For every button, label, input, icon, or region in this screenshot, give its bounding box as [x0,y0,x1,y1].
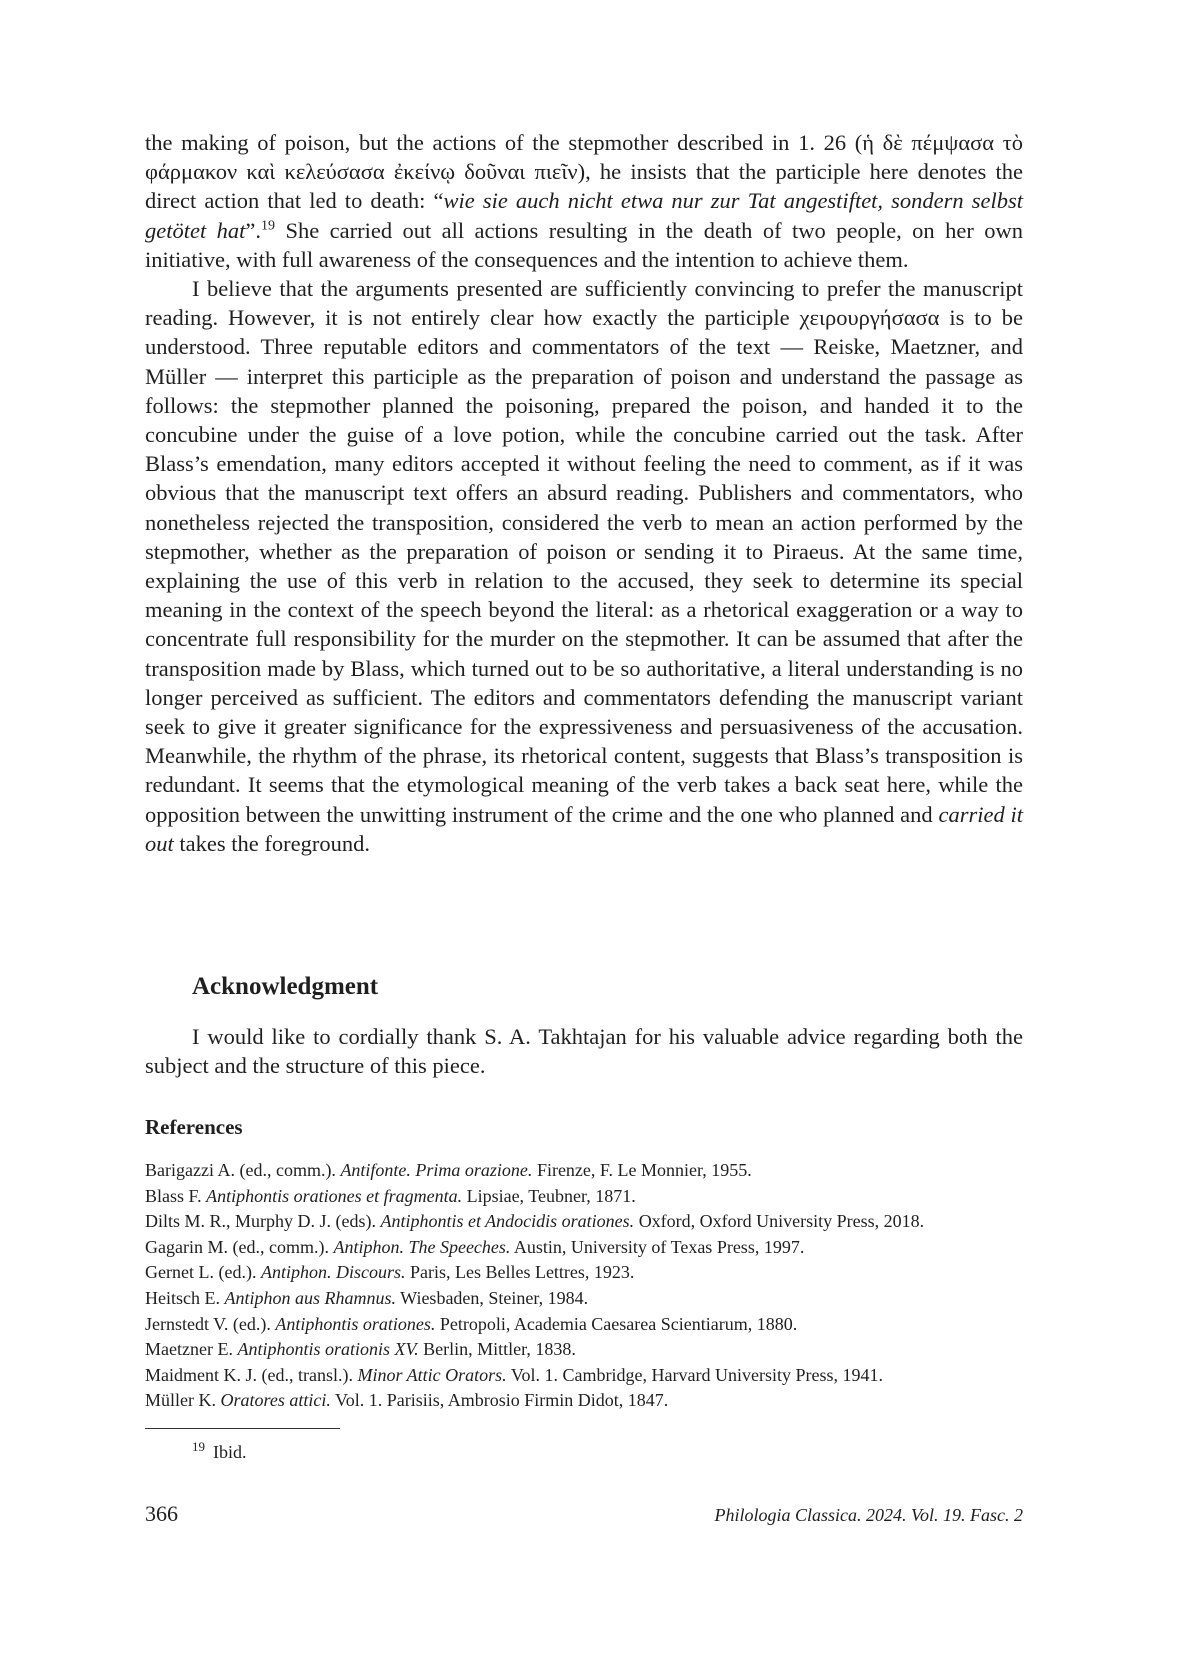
paragraph-1-text-c: She carried out all actions resulting in the death of two people, on her own initiative, with full awareness of the consequences and the intention to achieve them. [145,217,1023,272]
main-text [145,128,1023,858]
journal-running-footer: Philologia Classica. 2024. Vol. 19. Fasc. 2 [714,1505,1023,1525]
footnote-text: Ibid. [213,1442,247,1462]
paragraph-1-text-a: the making of poison, but the actions of the stepmother described in 1. 26 (ἡ δὲ πέμψασα τὸ φάρμακον καὶ κελεύσασα ἐκείνῳ δοῦναι πιεῖν), he insists that the participle here denotes the direct action that led to death: “ [145,130,1023,214]
emphasis-carried-it-out: carried it out [145,801,1023,856]
reference-item: Müller K. Oratores attici. Vol. 1. Parisiis, Ambrosio Firmin Didot, 1847. [145,1390,669,1411]
reference-item: Blass F. Antiphontis orationes et fragmenta. Lipsiae, Teubner, 1871. [145,1185,636,1206]
paragraph-2 [145,274,1023,858]
page-number: 366 [145,1501,178,1526]
acknowledgment-heading: Acknowledgment [192,973,379,1000]
paragraph-1 [145,128,1023,274]
reference-item: Maetzner E. Antiphontis orationis XV. Berlin, Mittler, 1838. [145,1339,576,1360]
reference-item: Gagarin M. (ed., comm.). Antiphon. The Speeches. Austin, University of Texas Press, 1997. [145,1236,805,1257]
reference-item: Dilts M. R., Murphy D. J. (eds). Antiphontis et Andocidis orationes. Oxford, Oxford University Press, 2018. [145,1211,925,1232]
footnote-divider [145,1428,340,1429]
reference-item: Gernet L. (ed.). Antiphon. Discours. Paris, Les Belles Lettres, 1923. [145,1262,635,1283]
reference-item: Maidment K. J. (ed., transl.). Minor Attic Orators. Vol. 1. Cambridge, Harvard University Press, 1941. [145,1364,883,1385]
footnote-ref-19[interactable]: 19 [261,218,276,234]
german-quote: wie sie auch nicht etwa nur zur Tat angestiftet, sondern selbst getötet hat [145,188,1023,243]
paragraph-2-text-b: takes the foreground. [173,830,370,856]
reference-item: Heitsch E. Antiphon aus Rhamnus. Wiesbaden, Steiner, 1984. [145,1287,589,1308]
paragraph-1-text-b: ”. [245,217,262,243]
footnote-19 [192,1440,247,1464]
references-list [145,1158,1023,1414]
references-heading: References [145,1115,243,1139]
reference-item: Jernstedt V. (ed.). Antiphontis orationes. Petropoli, Academia Caesarea Scientiarum, 1880. [145,1313,798,1334]
footnote-number: 19 [192,1439,205,1454]
acknowledgment-text: I would like to cordially thank S. A. Takhtajan for his valuable advice regarding both the subject and the structure of this piece. [145,1024,1023,1079]
reference-item: Barigazzi A. (ed., comm.). Antifonte. Prima orazione. Firenze, F. Le Monnier, 1955. [145,1160,752,1180]
page [145,0,1023,1655]
paragraph-2-text-a: I believe that the arguments presented are sufficiently convincing to prefer the manuscript reading. However, it is not entirely clear how exactly the participle χειρουργήσασα is to be understood. Three reputable editors and commentators of the text — Reiske, Maetzner, and Müller — interpret this participle as the preparation of poison and understand the passage as follows: the stepmother planned the poisoning, prepared the poison, and handed it to the concubine under the guise of a love potion, while the concubine carried out the task. After Blass’s emendation, many editors accepted it without feeling the need to comment, as if it was obvious that the manuscript text offers an absurd reading. Publishers and commentators, who nonetheless rejected the transposition, considered the verb to mean an action performed by the stepmother, whether as the preparation of poison or sending it to Piraeus. At the same time, explaining the use of this verb in relation to the accused, they seek to determine its special meaning in the context of the speech beyond the literal: as a rhetorical exaggeration or a way to concentrate full responsibility for the murder on the stepmother. It can be assumed that after the transposition made by Blass, which turned out to be so authoritative, a literal understanding is no longer perceived as sufficient. The editors and commentators defending the manuscript variant seek to give it greater significance for the expressiveness and persuasiveness of the accusation. Meanwhile, the rhythm of the phrase, its rhetorical content, suggests that Blass’s transposition is redundant. It seems that the etymological meaning of the verb takes a back seat here, while the opposition between the unwitting instrument of the crime and the one who planned and [145,276,1023,827]
